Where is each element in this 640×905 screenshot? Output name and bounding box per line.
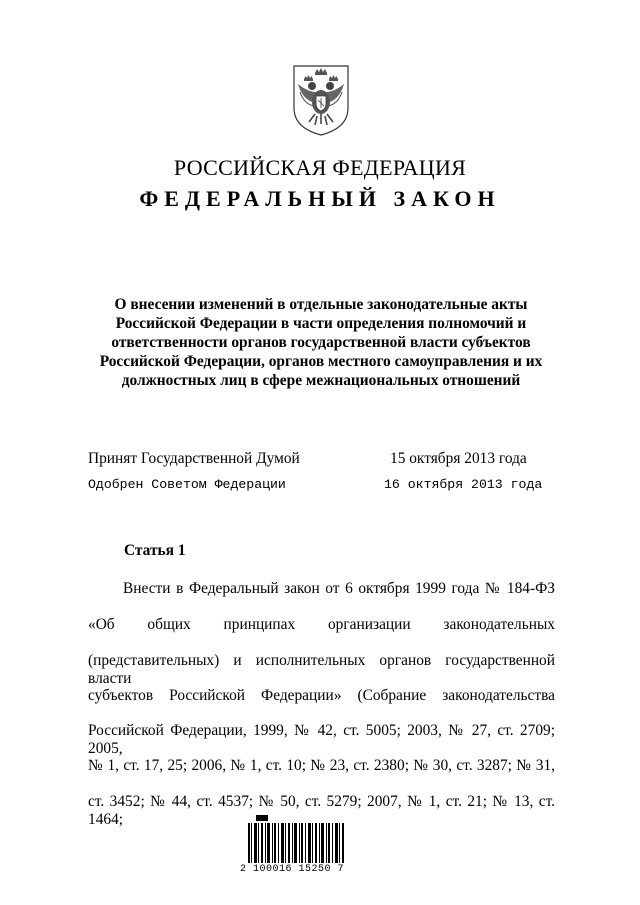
article-text-line: Внести в Федеральный закон от 6 октября 1999 года № 184-ФЗ [123, 580, 555, 597]
article-text-line: Российской Федерации, 1999, № 42, ст. 5005; 2003, № 27, ст. 2709; 2005, [88, 722, 555, 757]
council-approval-label: Одобрен Советом Федерации [88, 477, 286, 492]
country-heading: РОССИЙСКАЯ ФЕДЕРАЦИЯ [173, 155, 467, 180]
article-text-line: субъектов Российской Федерации» (Собрание законодательства [88, 687, 555, 704]
law-title [86, 295, 556, 390]
barcode-icon [248, 815, 346, 863]
document-type-heading: ФЕДЕРАЛЬНЫЙ ЗАКОН [139, 186, 501, 211]
article-text-line: ст. 3452; № 44, ст. 4537; № 50, ст. 5279; 2007, № 1, ст. 21; № 13, ст. 1464; [88, 793, 555, 828]
coat-of-arms-icon [288, 62, 354, 138]
council-approval-date: 16 октября 2013 года [384, 477, 543, 492]
article-text-line: (представительных) и исполнительных органов государственной власти [88, 652, 555, 687]
article-text-line: № 1, ст. 17, 25; 2006, № 1, ст. 10; № 23, ст. 2380; № 30, ст. 3287; № 31, [88, 757, 555, 774]
article-heading: Статья 1 [124, 542, 186, 559]
title-line: ответственности органов государственной власти субъектов [111, 334, 531, 351]
title-line: Российской Федерации в части определения полномочий и [115, 315, 527, 332]
title-line: должностных лиц в сфере межнациональных отношений [121, 372, 521, 389]
duma-adoption-date: 15 октября 2013 года [390, 450, 527, 467]
barcode-number: 2 100016 15250 7 [240, 864, 345, 875]
duma-adoption-label: Принят Государственной Думой [88, 450, 300, 467]
title-line: Российской Федерации, органов местного самоуправления и их [99, 353, 543, 370]
article-text-line: «Об общих принципах организации законодательных [88, 616, 555, 633]
title-line: О внесении изменений в отдельные законодательные акты [114, 296, 528, 313]
